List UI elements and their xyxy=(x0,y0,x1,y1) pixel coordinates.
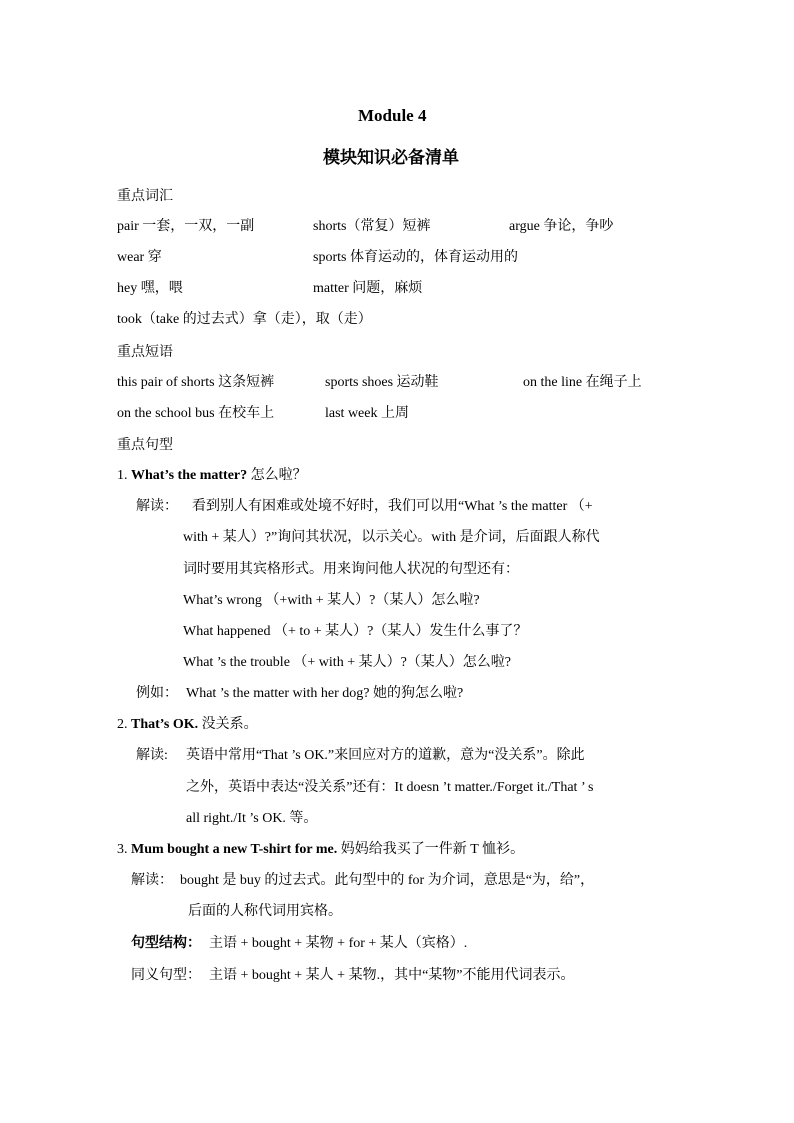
explain-line: 后面的人称代词用宾格。 xyxy=(188,904,342,919)
item-title: Mum bought a new T-shirt for me. xyxy=(131,842,338,857)
explain-line: all right./It ’s OK. 等。 xyxy=(186,811,318,826)
item-title-cn: 怎么啦？ xyxy=(250,468,307,483)
phrase-cell: last week 上周 xyxy=(325,406,409,421)
phrase-cell: on the line 在绳子上 xyxy=(523,375,642,390)
sentences-heading: 重点句型 xyxy=(117,437,173,453)
vocab-cell: argue 争论，争吵 xyxy=(509,219,614,234)
explain-label: 解读: xyxy=(136,748,168,763)
explain-line: with + 某人）?”询问其状况，以示关心。with 是介词，后面跟人称代 xyxy=(183,530,600,545)
vocabulary-heading: 重点词汇 xyxy=(117,188,173,204)
phrase-cell: sports shoes 运动鞋 xyxy=(325,375,439,390)
phrases-heading: 重点短语 xyxy=(117,344,173,360)
synonym-label: 同义句型： xyxy=(131,968,201,983)
explain-line: 词时要用其宾格形式。用来询问他人状况的句型还有： xyxy=(183,562,519,577)
sentence-1 xyxy=(117,466,307,486)
sentence-2 xyxy=(117,715,258,735)
explain-line: What ’s the trouble （+ with + 某人）?（某人）怎么啦? xyxy=(183,655,512,670)
phrase-cell: this pair of shorts 这条短裤 xyxy=(117,375,275,390)
vocab-cell: took（take 的过去式）拿（走），取（走） xyxy=(117,312,372,327)
explain-line: bought 是 buy 的过去式。此句型中的 for 为介词，意思是“为，给”， xyxy=(180,873,595,888)
vocab-cell: pair 一套，一双，一副 xyxy=(117,219,255,234)
synonym-text: 主语 + bought + 某人 + 某物.，其中“某物”不能用代词表示。 xyxy=(209,968,575,983)
item-number: 3. xyxy=(117,842,128,857)
vocab-cell: sports 体育运动的，体育运动用的 xyxy=(313,250,518,265)
vocab-cell: hey 嘿，喂 xyxy=(117,281,183,296)
item-number: 2. xyxy=(117,717,128,732)
explain-label: 解读： xyxy=(136,499,178,514)
structure-text: 主语 + bought + 某物 + for + 某人（宾格）. xyxy=(209,936,468,951)
item-title: What’s the matter? xyxy=(131,468,248,483)
structure-label: 句型结构： xyxy=(131,936,201,951)
vocab-cell: matter 问题，麻烦 xyxy=(313,281,423,296)
vocab-cell: shorts（常复）短裤 xyxy=(313,219,431,234)
document-title: Module 4 xyxy=(358,106,427,125)
explain-line: What happened （+ to + 某人）?（某人）发生什么事了？ xyxy=(183,624,528,639)
phrase-cell: on the school bus 在校车上 xyxy=(117,406,275,421)
example-text: What ’s the matter with her dog? 她的狗怎么啦? xyxy=(186,686,464,701)
document-subtitle: 模块知识必备清单 xyxy=(323,148,459,168)
item-title-cn: 没关系。 xyxy=(201,717,258,732)
item-number: 1. xyxy=(117,468,128,483)
explain-line: 之外，英语中表达“没关系”还有：It doesn ’t matter./Forget it./That ’ s xyxy=(186,780,594,795)
explain-label: 解读： xyxy=(131,873,173,888)
example-label: 例如： xyxy=(136,686,178,701)
explain-line: What’s wrong （+with + 某人）?（某人）怎么啦? xyxy=(183,593,480,608)
explain-line: 看到别人有困难或处境不好时，我们可以用“What ’s the matter （+ xyxy=(192,499,593,514)
explain-line: 英语中常用“That ’s OK.”来回应对方的道歉，意为“没关系”。除此 xyxy=(186,748,585,763)
item-title-cn: 妈妈给我买了一件新 T 恤衫。 xyxy=(340,842,525,857)
item-title: That’s OK. xyxy=(131,717,199,732)
sentence-3 xyxy=(117,840,524,860)
vocab-cell: wear 穿 xyxy=(117,250,162,265)
